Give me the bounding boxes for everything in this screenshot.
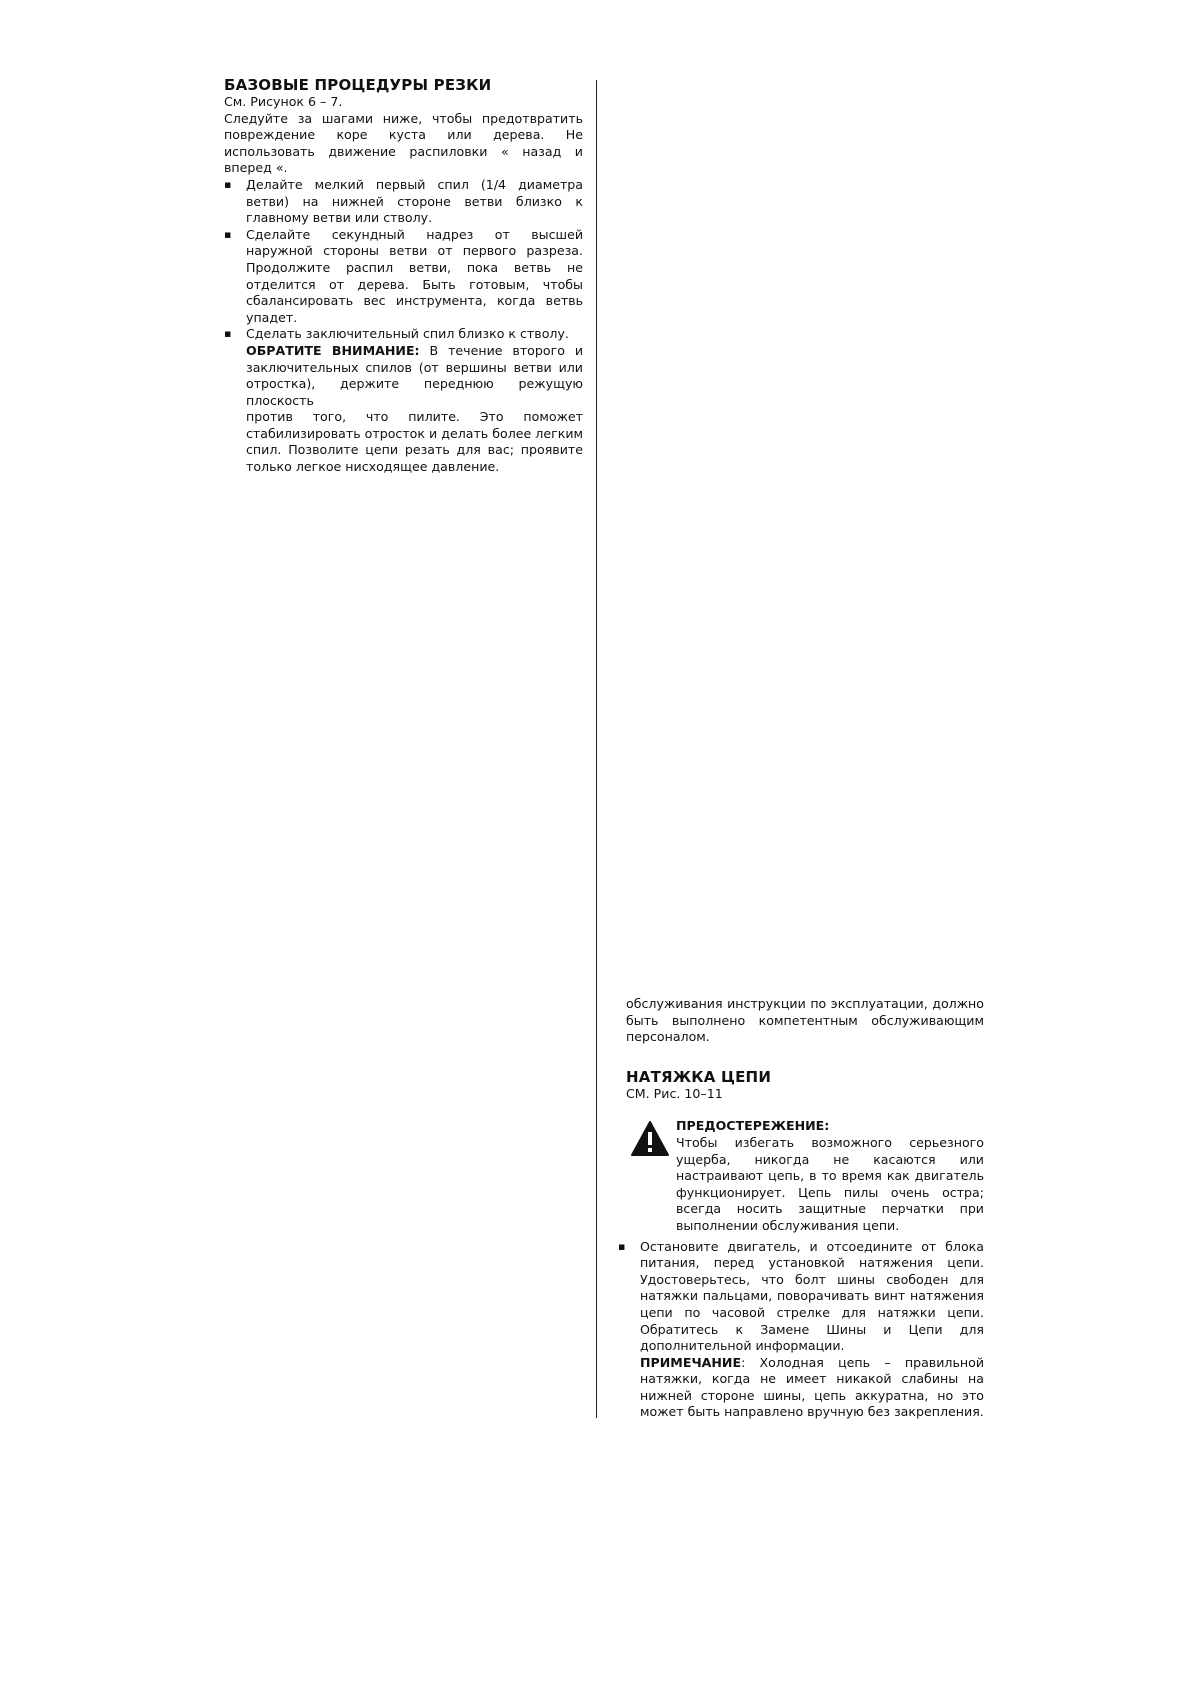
right-column: [618, 996, 984, 1421]
cutting-steps-list: [224, 177, 583, 476]
list-item-text: Делайте мелкий первый спил (1/4 диаметра ветви) на нижней стороне ветви близко к главному ветви или стволу.: [246, 176, 583, 226]
column-divider: [596, 80, 597, 1418]
list-item: [224, 227, 583, 327]
attention-text: В течение второго и заключительных спилов (от вершины ветви или отростка), держите переднюю режущую плоскость: [246, 342, 584, 408]
list-item-text: Остановите двигатель, и отсоедините от блока питания, перед установкой натяжения цепи. Удостоверьтесь, что болт шины свободен для натяжки пальцами, поворачивать винт натяжения цепи по часовой стрелке для натяжки цепи. Обратитесь к Замене Шины и Цепи для дополнительной информации.: [640, 1238, 984, 1354]
attention-note-continued: против того, что пилите. Это поможет стабилизировать отросток и делать более легким спил. Позволите цепи резать для вас; проявите только легкое нисходящее давление.: [246, 409, 583, 475]
bullet-icon: ▪: [618, 1239, 626, 1253]
warning-block: [626, 1118, 984, 1234]
left-column: [224, 76, 583, 476]
attention-label: ОБРАТИТЕ ВНИМАНИЕ:: [246, 342, 420, 358]
attention-note: [246, 343, 583, 409]
note-block: [640, 1355, 984, 1421]
list-item: [224, 177, 583, 227]
section-title-cutting: БАЗОВЫЕ ПРОЦЕДУРЫ РЕЗКИ: [224, 76, 492, 94]
section-title-chain-tension: НАТЯЖКА ЦЕПИ: [626, 1067, 772, 1086]
figure-ref: СМ. Рис. 10–11: [626, 1085, 723, 1101]
figure-ref: См. Рисунок 6 – 7.: [224, 94, 343, 109]
warning-text: Чтобы избегать возможного серьезного ущерба, никогда не касаются или настраивают цепь, в то время как двигатель функционирует. Цепь пилы очень остра; всегда носить защитные перчатки при выполнении обслуживания цепи.: [676, 1134, 984, 1233]
bullet-icon: ▪: [224, 227, 232, 241]
note-text: : Холодная цепь – правильной натяжки, когда не имеет никакой слабины на нижней стороне шины, цепь аккуратна, но это может быть направлено вручную без закрепления.: [640, 1354, 984, 1420]
bullet-icon: ▪: [224, 177, 232, 191]
list-item-text: Сделайте секундный надрез от высшей наружной стороны ветви от первого разреза. Продолжите распил ветви, пока ветвь не отделится от дерева. Быть готовым, чтобы сбалансировать вес инструмента, когда ветвь упадет.: [246, 226, 583, 325]
intro-paragraph: Следуйте за шагами ниже, чтобы предотвратить повреждение коре куста или дерева. Не использовать движение распиловки « назад и вперед «.: [224, 110, 583, 176]
chain-tension-list: [618, 1239, 984, 1422]
list-item: [224, 326, 583, 475]
bullet-icon: ▪: [224, 327, 232, 341]
note-label: ПРИМЕЧАНИЕ: [640, 1354, 742, 1370]
warning-label: ПРЕДОСТЕРЕЖЕНИЕ:: [676, 1118, 830, 1134]
list-item-text: Сделать заключительный спил близко к стволу.: [246, 326, 569, 342]
warning-triangle-icon: [630, 1120, 670, 1158]
continued-paragraph: обслуживания инструкции по эксплуатации, должно быть выполнено компетентным обслуживающим персоналом.: [626, 996, 984, 1045]
list-item: [618, 1239, 984, 1422]
